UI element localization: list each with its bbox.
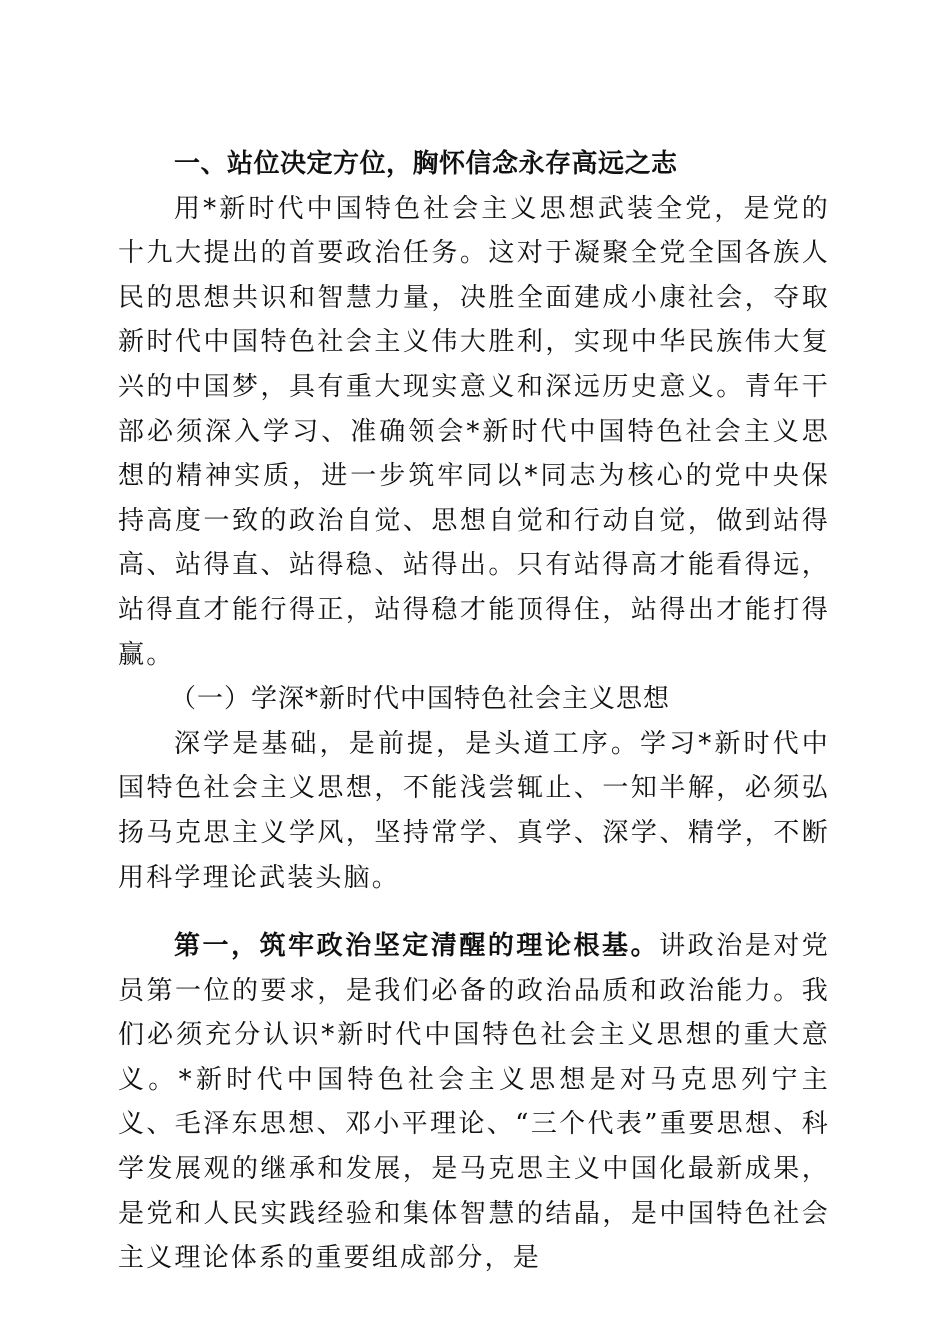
paragraph-intro: 用*新时代中国特色社会主义思想武装全党，是党的十九大提出的首要政治任务。这对于凝聚全党全国各族人民的思想共识和智慧力量，决胜全面建成小康社会，夺取新时代中国特色社会主义伟大胜利，实现中华民族伟大复兴的中国梦，具有重大现实意义和深远历史意义。青年干部必须深入学习、准确领会*新时代中国特色社会主义思想的精神实质，进一步筑牢同以*同志为核心的党中央保持高度一致的政治自觉、思想自觉和行动自觉，做到站得高、站得直、站得稳、站得出。只有站得高才能看得远，站得直才能行得正，站得稳才能顶得住，站得出才能打得赢。 xyxy=(118,193,830,670)
paragraph-first-point xyxy=(118,924,830,1281)
paragraph-spacer xyxy=(118,900,830,924)
paragraph-deep-study: 深学是基础，是前提，是头道工序。学习*新时代中国特色社会主义思想，不能浅尝辄止、一知半解，必须弘扬马克思主义学风，坚持常学、真学、深学、精学，不断用科学理论武装头脑。 xyxy=(118,728,830,893)
subsection-heading: （一）学深*新时代中国特色社会主义思想 xyxy=(170,684,671,715)
paragraph-lead-text: 第一，筑牢政治坚定清醒的理论根基。 xyxy=(174,931,660,962)
paragraph-body-text: 讲政治是对党员第一位的要求，是我们必备的政治品质和政治能力。我们必须充分认识*新时代中国特色社会主义思想的重大意义。*新时代中国特色社会主义思想是对马克思列宁主义、毛泽东思想、邓小平理论、“三个代表”重要思想、科学发展观的继承和发展，是马克思主义中国化最新成果，是党和人民实践经验和集体智慧的结晶，是中国特色社会主义理论体系的重要组成部分，是 xyxy=(118,931,831,1274)
section-heading: 一、站位决定方位，胸怀信念永存高远之志 xyxy=(174,149,678,179)
document-body xyxy=(118,142,830,1281)
